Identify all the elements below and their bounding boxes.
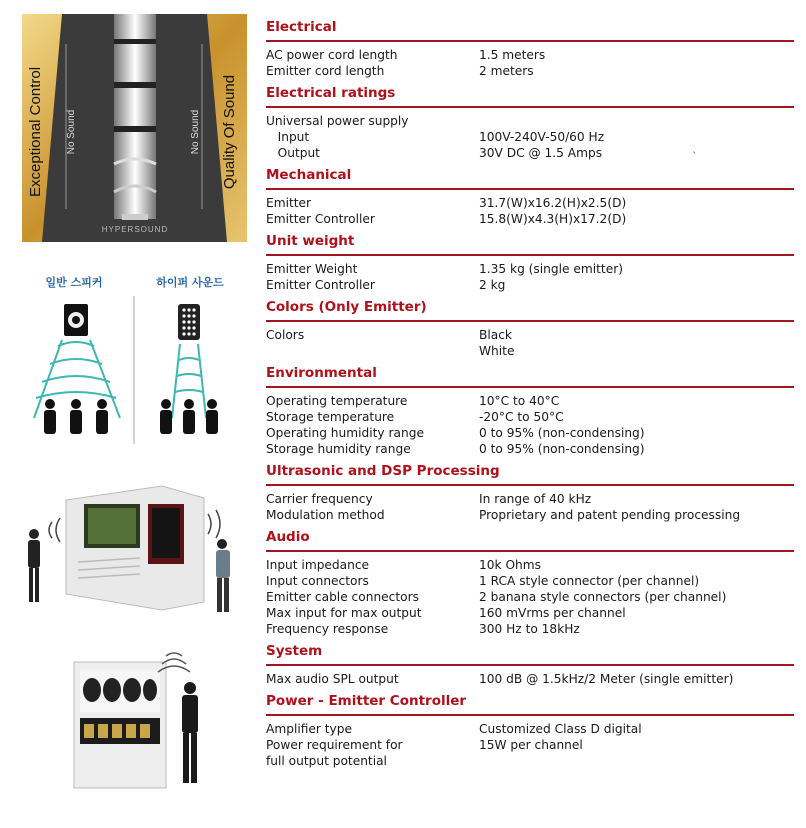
spec-label: Operating humidity range [266, 426, 424, 440]
spec-value: 10k Ohms [479, 558, 541, 572]
spec-row [266, 343, 794, 359]
section-title: System [266, 643, 323, 659]
section-divider [266, 254, 794, 256]
listener-group-right [160, 399, 218, 434]
section-system [266, 642, 794, 692]
spec-label: Emitter Controller [266, 278, 375, 292]
spec-row [266, 47, 794, 63]
spec-value: 2 kg [479, 278, 506, 292]
spec-value: 30V DC @ 1.5 Amps [479, 146, 603, 160]
section-title: Power - Emitter Controller [266, 693, 467, 709]
section-unit-weight [266, 232, 794, 298]
spec-label: Emitter Controller [266, 212, 375, 226]
stray-mark: ` [692, 150, 698, 163]
brand-label: HYPERSOUND [101, 225, 169, 234]
section-title: Electrical ratings [266, 85, 396, 101]
hypersound-emitter-illustration [22, 14, 247, 242]
section-divider [266, 386, 794, 388]
kiosk-scene-image [22, 478, 247, 618]
spec-value: 1.5 meters [479, 48, 546, 62]
spec-row [266, 409, 794, 425]
spec-label: full output potential [266, 754, 387, 768]
spec-label: Emitter Weight [266, 262, 358, 276]
spec-label: Max audio SPL output [266, 672, 399, 686]
section-divider [266, 40, 794, 42]
spec-label: Output [266, 146, 320, 160]
section-divider [266, 484, 794, 486]
wall-display-image [22, 648, 247, 798]
spec-row [266, 261, 794, 277]
right-caption: Quality Of Sound [221, 74, 238, 190]
spec-row [266, 145, 794, 161]
spec-label: Universal power supply [266, 114, 409, 128]
spec-row [266, 327, 794, 343]
comparison-illustration [22, 268, 247, 450]
spec-row [266, 507, 794, 523]
section-colors [266, 298, 794, 364]
section-divider [266, 106, 794, 108]
spec-row [266, 277, 794, 293]
section-title: Ultrasonic and DSP Processing [266, 463, 500, 479]
spec-label [266, 343, 479, 359]
spec-label: Input impedance [266, 558, 370, 572]
spec-value [479, 753, 794, 769]
spec-label: Max input for max output [266, 606, 422, 620]
section-electrical-ratings [266, 84, 794, 166]
spec-value: 0 to 95% (non-condensing) [479, 426, 645, 440]
left-small-caption: No Sound [66, 109, 77, 155]
spec-row [266, 621, 794, 637]
spec-label: Storage temperature [266, 410, 395, 424]
spec-label: Modulation method [266, 508, 385, 522]
spec-label: Input connectors [266, 574, 369, 588]
spec-value: 2 banana style connectors (per channel) [479, 590, 727, 604]
spec-label: Input [266, 130, 310, 144]
spec-label: Emitter cable connectors [266, 590, 419, 604]
kiosk-illustration [22, 478, 247, 618]
section-title: Electrical [266, 19, 337, 35]
section-environmental [266, 364, 794, 462]
spec-value: 0 to 95% (non-condensing) [479, 442, 645, 456]
spec-label: Carrier frequency [266, 492, 373, 506]
spec-value: In range of 40 kHz [479, 492, 592, 506]
spec-value: 100V-240V-50/60 Hz [479, 130, 605, 144]
spec-row [266, 721, 794, 737]
section-title: Mechanical [266, 167, 352, 183]
spec-row [266, 113, 794, 129]
section-ultrasonic-dsp [266, 462, 794, 528]
spec-label: Storage humidity range [266, 442, 411, 456]
spec-value: 160 mVrms per channel [479, 606, 626, 620]
spec-row [266, 605, 794, 621]
person-standing [182, 682, 198, 783]
spec-value: 10°C to 40°C [479, 394, 560, 408]
spec-value: 15W per channel [479, 738, 583, 752]
section-divider [266, 320, 794, 322]
spec-value: 15.8(W)x4.3(H)x17.2(D) [479, 212, 627, 226]
listener-group-left [44, 399, 108, 434]
spec-row [266, 557, 794, 573]
spec-label: Power requirement for [266, 738, 403, 752]
spec-value: -20°C to 50°C [479, 410, 564, 424]
spec-label: Frequency response [266, 622, 389, 636]
person-left [28, 529, 40, 602]
spec-row [266, 393, 794, 409]
spec-value: Proprietary and patent pending processing [479, 508, 741, 522]
section-divider [266, 550, 794, 552]
right-small-caption: No Sound [190, 109, 201, 155]
section-divider [266, 664, 794, 666]
section-title: Colors (Only Emitter) [266, 299, 427, 315]
section-divider [266, 714, 794, 716]
spec-label: AC power cord length [266, 48, 398, 62]
spec-row [266, 737, 794, 753]
spec-label: Operating temperature [266, 394, 408, 408]
spec-sheet [266, 18, 794, 769]
spec-value: Customized Class D digital [479, 722, 642, 736]
spec-value: 100 dB @ 1.5kHz/2 Meter (single emitter) [479, 672, 734, 686]
person-right [216, 539, 230, 612]
spec-row [266, 671, 794, 687]
spec-value: 300 Hz to 18kHz [479, 622, 580, 636]
section-power-emitter-controller [266, 692, 794, 769]
spec-label: Emitter [266, 196, 312, 210]
spec-label: Amplifier type [266, 722, 353, 736]
section-mechanical [266, 166, 794, 232]
spec-value: White [479, 344, 515, 358]
section-title: Unit weight [266, 233, 355, 249]
spec-value: 2 meters [479, 64, 534, 78]
spec-row [266, 129, 794, 145]
spec-value: 31.7(W)x16.2(H)x2.5(D) [479, 196, 627, 210]
spec-value: 1.35 kg (single emitter) [479, 262, 623, 276]
spec-row [266, 211, 794, 227]
spec-label: Emitter cord length [266, 64, 385, 78]
wall-display-illustration [22, 648, 247, 798]
spec-value [479, 113, 794, 129]
spec-value: 1 RCA style connector (per channel) [479, 574, 700, 588]
section-electrical [266, 18, 794, 84]
spec-row [266, 753, 794, 769]
spec-row [266, 589, 794, 605]
spec-row [266, 441, 794, 457]
spec-value: Black [479, 328, 512, 342]
spec-row [266, 63, 794, 79]
left-caption: Exceptional Control [27, 66, 44, 198]
spec-label: Colors [266, 328, 305, 342]
spec-row [266, 195, 794, 211]
section-divider [266, 188, 794, 190]
product-image [22, 14, 247, 242]
spec-row [266, 573, 794, 589]
spec-row [266, 491, 794, 507]
spec-row [266, 425, 794, 441]
section-title: Environmental [266, 365, 377, 381]
hypersound-label: 하이퍼 사운드 [156, 276, 224, 289]
section-title: Audio [266, 529, 310, 545]
normal-speaker-label: 일반 스피커 [45, 276, 103, 289]
speaker-comparison-image [22, 268, 247, 450]
section-audio [266, 528, 794, 642]
